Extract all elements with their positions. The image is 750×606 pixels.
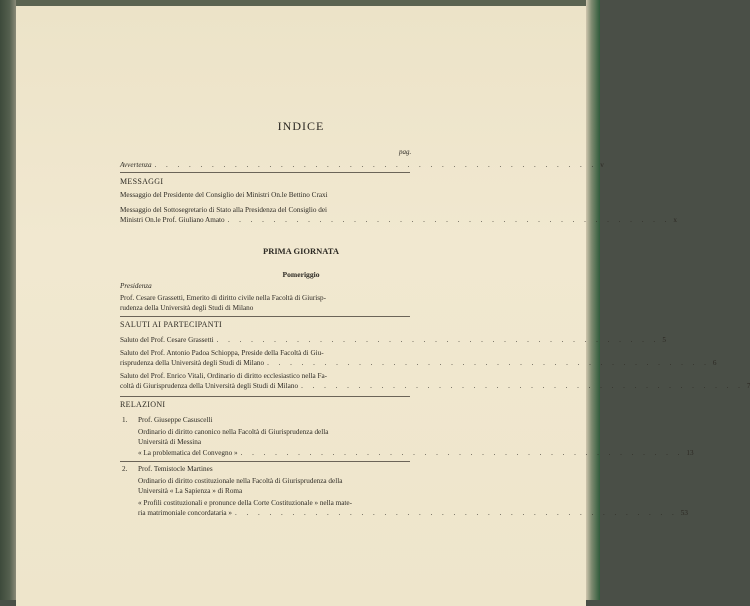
leader-dots: . . . . . . . . . . . . . . . . . . . . . . . . . . . . . . . . . . . . . . . [216,336,660,344]
toc-entry-messaggio-1[interactable]: Messaggio del Presidente del Consiglio dei Ministri On.le Bettino Craxi [120,191,328,199]
section-heading-relazioni: RELAZIONI [120,400,166,409]
divider [120,461,410,462]
toc-page-number: 5 [662,336,666,344]
leader-dots: . . . . . . . . . . . . . . . . . . . . . . . . . . . . . . . . . . . . . . . [235,509,678,517]
toc-entry-label: Saluto del Prof. Cesare Grassetti [120,336,214,344]
presidente-line-2: rudenza della Università degli Studi di Milano [120,304,254,312]
toc-entry-label: coltà di Giurisprudenza della Università degli Studi di Milano [120,382,299,390]
toc-entry-label: ria matrimoniale concordataria » [138,509,232,517]
toc-entry-label: « La problematica del Convegno » [138,449,238,457]
leader-dots: . . . . . . . . . . . . . . . . . . . . . . . . . . . . . . . . . . . . . . . [301,382,744,390]
divider [120,172,410,173]
toc-entry-saluto-2-line1[interactable]: Saluto del Prof. Antonio Padoa Schioppa, Preside della Facoltà di Giu- [120,349,324,357]
relazione-1-role-line2: Università di Messina [138,438,202,446]
relazione-1-speaker: Prof. Giuseppe Casuscelli [138,416,213,424]
divider [120,396,410,397]
toc-entry-saluto-3[interactable] [120,381,750,391]
toc-page-number: 7 [746,382,750,390]
toc-page-number: 13 [686,449,694,457]
leader-dots: . . . . . . . . . . . . . . . . . . . . . . . . . . . . . . . . . . . . . . . [240,449,684,457]
toc-entry-avvertenza[interactable] [120,160,604,170]
toc-entry-relazione-1[interactable] [138,448,694,458]
toc-entry-label: Ministri On.le Prof. Giuliano Amato [120,216,225,224]
presidente-line-1: Prof. Cesare Grassetti, Emerito di diritto civile nella Facoltà di Giurisp- [120,294,326,302]
section-heading-messaggi: MESSAGGI [120,177,164,186]
book-spine-edge [0,0,16,600]
relazione-2-role-line2: Università « La Sapienza » di Roma [138,487,243,495]
toc-page-number: 6 [712,359,717,367]
relazione-2-role-line1: Ordinario di diritto costituzionale nella Facoltà di Giurisprudenza della [138,477,343,485]
leader-dots: . . . . . . . . . . . . . . . . . . . . . . . . . . . . . . . . . . . . . . . [227,216,671,224]
relazione-1-number: 1. [122,416,128,424]
section-heading-saluti: SALUTI AI PARTECIPANTI [120,320,222,329]
presidenza-label: Presidenza [120,282,152,290]
toc-page-number: v [600,161,604,169]
page-title: INDICE [277,119,325,133]
book-page [16,6,750,606]
divider [120,316,410,317]
toc-entry-label: Avvertenza [120,161,152,169]
toc-page-number: x [673,216,677,224]
toc-entry-label: risprudenza della Università degli Studi di Milano [120,359,265,367]
leader-dots: . . . . . . . . . . . . . . . . . . . . . . . . . . . . . . . . . . . . . . . [154,161,598,169]
section-heading-prima-giornata: PRIMA GIORNATA [263,246,339,256]
toc-entry-saluto-2[interactable] [120,358,717,368]
leader-dots: . . . . . . . . . . . . . . . . . . . . . . . . . . . . . . . . . . . . . . . [267,359,710,367]
toc-page-number: 53 [680,509,688,517]
relazione-2-number: 2. [122,465,128,473]
subheading-pomeriggio: Pomeriggio [282,270,320,279]
toc-entry-saluto-1[interactable] [120,335,666,345]
relazione-1-role-line1: Ordinario di diritto canonico nella Facoltà di Giurisprudenza della [138,428,329,436]
toc-entry-messaggio-2-line1[interactable]: Messaggio del Sottosegretario di Stato alla Presidenza del Consiglio dei [120,206,328,214]
toc-entry-messaggio-2[interactable] [120,215,677,225]
toc-entry-saluto-3-line1[interactable]: Saluto del Prof. Enrico Vitali, Ordinario di diritto ecclesiastico nella Fa- [120,372,328,380]
pag-label: pag. [399,148,412,156]
relazione-2-title-line1[interactable]: « Profili costituzionali e pronunce della Corte Costituzionale » nella mate- [138,499,352,507]
toc-entry-relazione-2[interactable] [138,508,688,518]
relazione-2-speaker: Prof. Temistocle Martines [138,465,213,473]
